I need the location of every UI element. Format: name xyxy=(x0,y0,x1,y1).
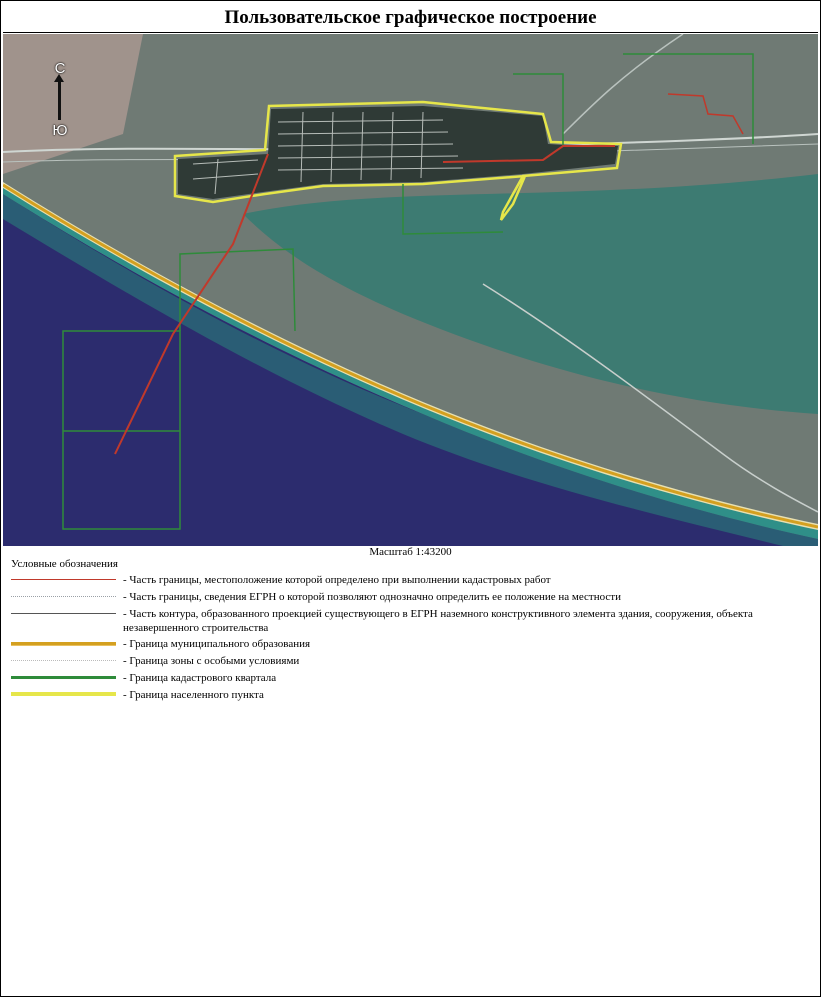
compass-south-label: Ю xyxy=(52,122,68,139)
legend-sample-zone-line-icon xyxy=(11,660,116,661)
legend-sample-municipal-line-icon xyxy=(11,642,116,646)
legend-item-text: - Граница зоны с особыми условиями xyxy=(123,655,300,667)
legend-item xyxy=(11,671,811,688)
legend-item-text: - Часть границы, сведения ЕГРН о которой позволяют однозначно определить ее положение на местности xyxy=(123,591,621,603)
legend-item xyxy=(11,573,811,590)
legend-item xyxy=(11,688,811,705)
compass-north-label: С xyxy=(54,60,66,77)
legend-item xyxy=(11,654,811,671)
map-scale: Масштаб 1:43200 xyxy=(369,546,452,558)
legend-item-text: - Часть границы, местоположение которой определено при выполнении кадастровых работ xyxy=(123,574,551,586)
north-arrow-icon xyxy=(58,80,61,120)
legend-item xyxy=(11,637,811,654)
legend-item-text: - Часть контура, образованного проекцией существующего в ЕГРН наземного конструктивного элемента здания, сооружения, объекта незавершенного строительства xyxy=(123,608,753,634)
legend-item-text: - Граница муниципального образования xyxy=(123,638,311,650)
compass xyxy=(46,60,76,150)
legend-item-text: - Граница населенного пункта xyxy=(123,689,264,701)
legend-sample-gray-line-icon xyxy=(11,596,116,597)
legend-sample-contour-line-icon xyxy=(11,613,116,614)
legend-item xyxy=(11,590,811,607)
map-canvas xyxy=(3,34,818,546)
page-title: Пользовательское графическое построение xyxy=(3,3,818,33)
legend-item-text: - Граница кадастрового квартала xyxy=(123,672,277,684)
legend-sample-red-line-icon xyxy=(11,579,116,580)
legend-sample-green-line-icon xyxy=(11,676,116,679)
legend xyxy=(11,558,811,705)
legend-title: Условные обозначения xyxy=(11,558,118,570)
map-view[interactable] xyxy=(3,34,818,546)
legend-sample-yellow-line-icon xyxy=(11,692,116,696)
legend-item xyxy=(11,607,811,637)
